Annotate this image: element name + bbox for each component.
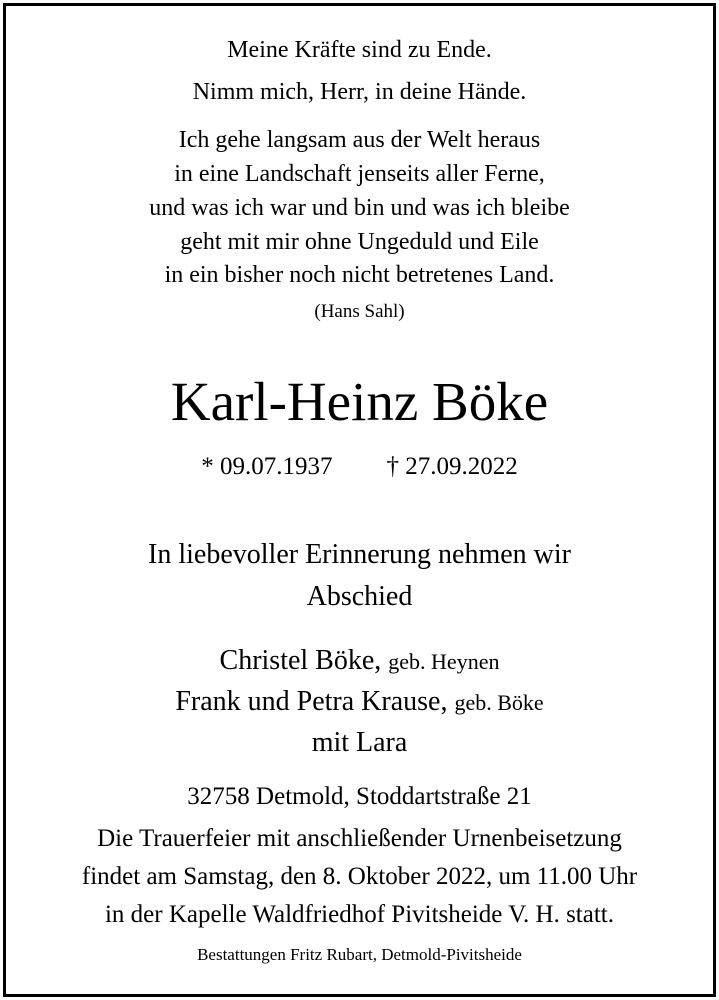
service-line: findet am Samstag, den 8. Oktober 2022, um 11.00 Uhr [81,863,638,890]
mourner-entry [0,688,719,716]
death-date: † 27.09.2022 [386,453,518,480]
mourner-name: Frank und Petra Krause, [175,686,448,717]
service-line: in der Kapelle Waldfriedhof Pivitsheide V. H. statt. [104,901,614,928]
service-line: Die Trauerfeier mit anschließender Urnenbeisetzung [97,825,622,852]
mourner-name: Christel Böke, [219,645,382,676]
poem-line: in ein bisher noch nicht betretenes Land. [164,262,555,288]
farewell-line: Abschied [306,581,413,612]
mourner-entry [0,647,719,675]
undertaker: Bestattungen Fritz Rubart, Detmold-Pivitsheide [197,945,522,964]
mourner-name: mit Lara [311,727,408,758]
poem-line: in eine Landschaft jenseits aller Ferne, [174,161,545,187]
poem-line: Meine Kräfte sind zu Ende. [227,37,492,63]
mourner-birth-name: geb. Heynen [388,649,500,674]
poem-line: geht mit mir ohne Ungeduld und Eile [180,229,539,255]
poem-line: Ich gehe langsam aus der Welt heraus [178,127,541,153]
life-dates [0,454,719,479]
deceased-name: Karl-Heinz Böke [170,371,549,432]
birth-date: * 09.07.1937 [201,453,333,480]
mourner-birth-name: geb. Böke [454,690,544,715]
farewell-line: In liebevoller Erinnerung nehmen wir [148,539,571,570]
family-address: 32758 Detmold, Stoddartstraße 21 [187,783,532,810]
poem-author: (Hans Sahl) [314,301,405,322]
mourner-entry [0,729,719,757]
poem-line: und was ich war und bin und was ich bleibe [149,195,570,221]
poem-line: Nimm mich, Herr, in deine Hände. [192,79,527,105]
